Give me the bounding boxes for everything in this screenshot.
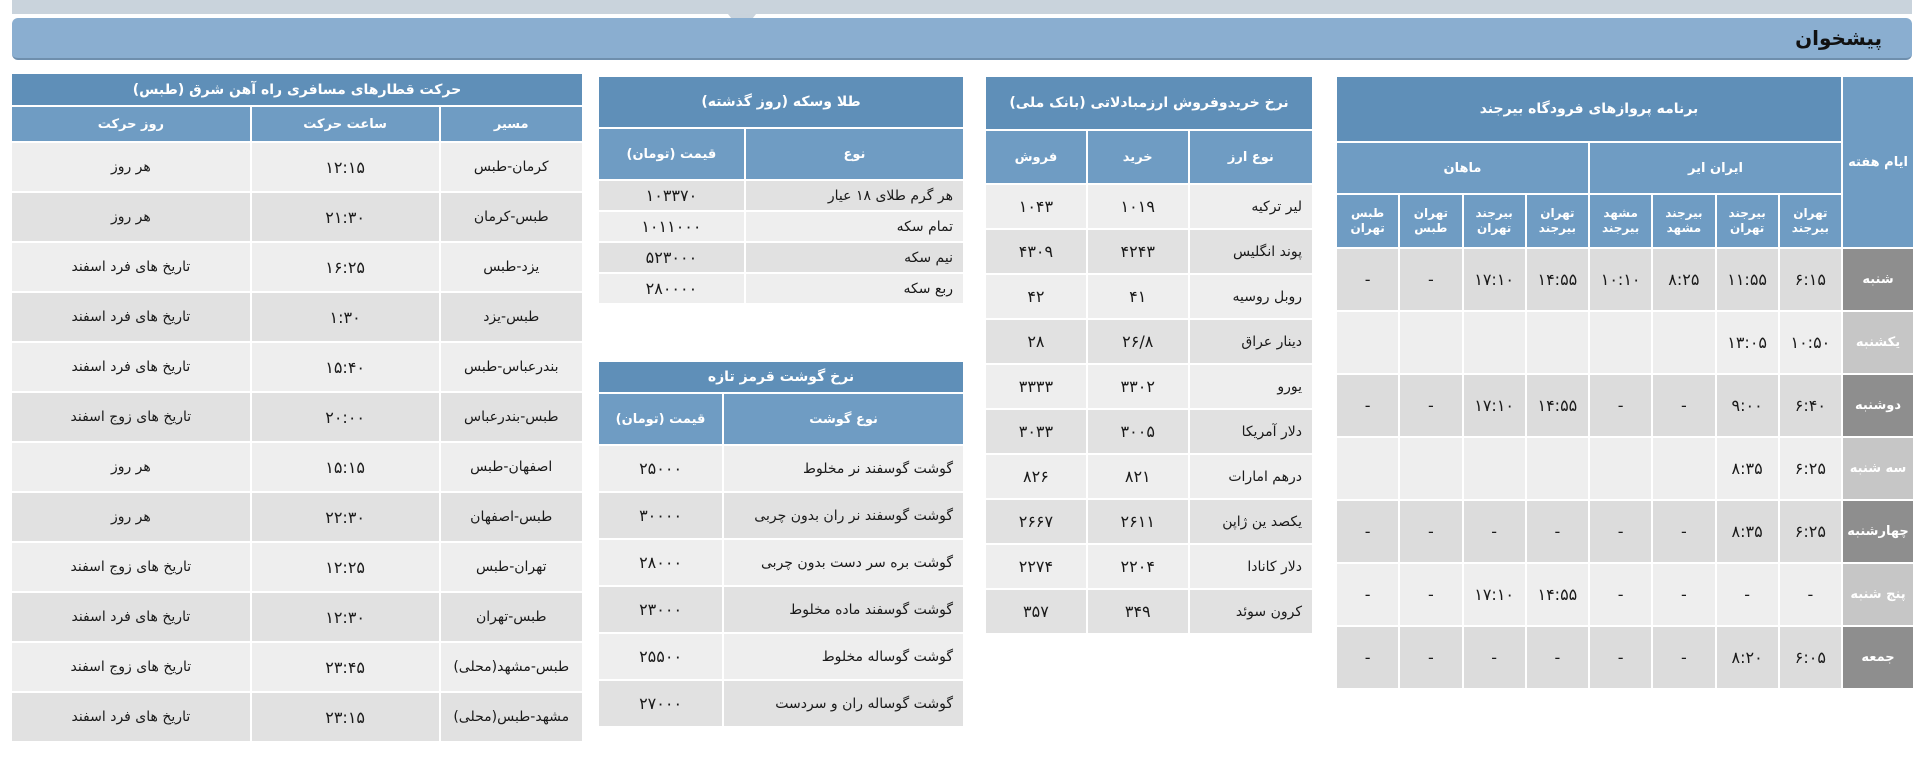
train-day: تاریخ های فرد اسفند bbox=[12, 593, 250, 641]
currency-title: نرخ خریدوفروش ارزمبادلاتی (بانک ملی) bbox=[986, 77, 1312, 129]
train-row bbox=[12, 493, 582, 541]
day-column-header: ایام هفته bbox=[1843, 77, 1913, 247]
gold-header: نوع bbox=[746, 129, 963, 179]
route-header: بیرجند تهران bbox=[1464, 195, 1525, 247]
train-time: ۲۰:۰۰ bbox=[252, 393, 439, 441]
train-time: ۲۳:۴۵ bbox=[252, 643, 439, 691]
flight-time bbox=[1464, 438, 1525, 499]
flight-time bbox=[1590, 312, 1651, 373]
train-day: تاریخ های زوج اسفند bbox=[12, 643, 250, 691]
flight-time: - bbox=[1653, 564, 1714, 625]
flight-time: ۱۷:۱۰ bbox=[1464, 564, 1525, 625]
gold-row bbox=[599, 181, 963, 210]
flight-row bbox=[1337, 312, 1913, 373]
train-row bbox=[12, 443, 582, 491]
currency-row bbox=[986, 590, 1312, 633]
flight-time: - bbox=[1337, 627, 1398, 688]
gold-type: هر گرم طلای ۱۸ عیار bbox=[746, 181, 963, 210]
meat-row bbox=[599, 634, 963, 679]
currency-sell: ۳۳۳۳ bbox=[986, 365, 1086, 408]
gold-price: ۱۰۱۱۰۰۰ bbox=[599, 212, 744, 241]
gold-price: ۵۲۳۰۰۰ bbox=[599, 243, 744, 272]
train-time: ۲۲:۳۰ bbox=[252, 493, 439, 541]
flight-time: - bbox=[1337, 501, 1398, 562]
train-row bbox=[12, 293, 582, 341]
meat-row bbox=[599, 540, 963, 585]
flight-time: - bbox=[1337, 249, 1398, 310]
gold-type: تمام سکه bbox=[746, 212, 963, 241]
flight-time: ۱۳:۰۵ bbox=[1717, 312, 1778, 373]
currency-name: دلار کانادا bbox=[1190, 545, 1312, 588]
train-route: طبس-یزد bbox=[441, 293, 583, 341]
route-header: بیرجند تهران bbox=[1717, 195, 1778, 247]
train-day: هر روز bbox=[12, 143, 250, 191]
meat-panel bbox=[597, 360, 965, 728]
trains-panel bbox=[10, 72, 584, 743]
trains-table bbox=[10, 72, 584, 743]
currency-sell: ۲۸ bbox=[986, 320, 1086, 363]
train-time: ۱۵:۱۵ bbox=[252, 443, 439, 491]
train-row bbox=[12, 593, 582, 641]
meat-type: گوشت گوساله مخلوط bbox=[724, 634, 963, 679]
train-row bbox=[12, 643, 582, 691]
currency-sell: ۳۵۷ bbox=[986, 590, 1086, 633]
flight-time: - bbox=[1464, 627, 1525, 688]
day-label: یکشنبه bbox=[1843, 312, 1913, 373]
flight-row bbox=[1337, 501, 1913, 562]
airline-iranair: ایران ایر bbox=[1590, 143, 1841, 193]
flight-time: ۸:۲۵ bbox=[1653, 249, 1714, 310]
flight-row bbox=[1337, 438, 1913, 499]
meat-type: گوشت گوسفند نر ران بدون چربی bbox=[724, 493, 963, 538]
currency-buy: ۲۲۰۴ bbox=[1088, 545, 1188, 588]
flight-time: - bbox=[1464, 501, 1525, 562]
day-label: سه شنبه bbox=[1843, 438, 1913, 499]
flight-time: ۸:۳۵ bbox=[1717, 438, 1778, 499]
flight-time: ۶:۱۵ bbox=[1780, 249, 1841, 310]
meat-price: ۲۵۵۰۰ bbox=[599, 634, 722, 679]
currency-name: دینار عراق bbox=[1190, 320, 1312, 363]
flight-time: ۱۱:۵۵ bbox=[1717, 249, 1778, 310]
currency-row bbox=[986, 410, 1312, 453]
trains-title: حرکت قطارهای مسافری راه آهن شرق (طبس) bbox=[12, 74, 582, 105]
flight-time: - bbox=[1653, 501, 1714, 562]
train-day: هر روز bbox=[12, 193, 250, 241]
currency-name: روبل روسیه bbox=[1190, 275, 1312, 318]
train-day: تاریخ های فرد اسفند bbox=[12, 343, 250, 391]
currency-sell: ۸۲۶ bbox=[986, 455, 1086, 498]
gold-row bbox=[599, 212, 963, 241]
currency-sell: ۲۲۷۴ bbox=[986, 545, 1086, 588]
train-day: تاریخ های زوج اسفند bbox=[12, 393, 250, 441]
train-route: یزد-طبس bbox=[441, 243, 583, 291]
route-header: مشهد بیرجند bbox=[1590, 195, 1651, 247]
gold-price: ۱۰۳۳۷۰ bbox=[599, 181, 744, 210]
train-day: تاریخ های فرد اسفند bbox=[12, 293, 250, 341]
currency-row bbox=[986, 185, 1312, 228]
flight-time: - bbox=[1590, 627, 1651, 688]
currency-buy: ۸۲۱ bbox=[1088, 455, 1188, 498]
flight-time: - bbox=[1337, 375, 1398, 436]
trains-header: مسیر bbox=[441, 107, 583, 141]
flight-time: - bbox=[1590, 501, 1651, 562]
train-time: ۱۶:۲۵ bbox=[252, 243, 439, 291]
train-time: ۱۲:۲۵ bbox=[252, 543, 439, 591]
flight-time: ۶:۰۵ bbox=[1780, 627, 1841, 688]
currency-buy: ۳۴۹ bbox=[1088, 590, 1188, 633]
flight-time: ۶:۲۵ bbox=[1780, 438, 1841, 499]
train-day: هر روز bbox=[12, 493, 250, 541]
meat-table bbox=[597, 360, 965, 728]
flight-time bbox=[1400, 438, 1461, 499]
flight-time bbox=[1464, 312, 1525, 373]
day-label: جمعه bbox=[1843, 627, 1913, 688]
airline-mahan: ماهان bbox=[1337, 143, 1588, 193]
train-route: طبس-مشهد(محلی) bbox=[441, 643, 583, 691]
currency-row bbox=[986, 230, 1312, 273]
meat-header: نوع گوشت bbox=[724, 394, 963, 444]
currency-row bbox=[986, 545, 1312, 588]
meat-price: ۲۳۰۰۰ bbox=[599, 587, 722, 632]
gold-header: قیمت (تومان) bbox=[599, 129, 744, 179]
flight-time bbox=[1653, 312, 1714, 373]
currency-row bbox=[986, 455, 1312, 498]
day-label: دوشنبه bbox=[1843, 375, 1913, 436]
flight-time: ۱۰:۱۰ bbox=[1590, 249, 1651, 310]
currency-buy: ۳۰۰۵ bbox=[1088, 410, 1188, 453]
flight-time bbox=[1527, 438, 1588, 499]
flight-time bbox=[1400, 312, 1461, 373]
flight-time: ۶:۲۵ bbox=[1780, 501, 1841, 562]
flight-time: - bbox=[1780, 564, 1841, 625]
train-day: تاریخ های فرد اسفند bbox=[12, 693, 250, 741]
meat-row bbox=[599, 493, 963, 538]
gold-type: نیم سکه bbox=[746, 243, 963, 272]
meat-price: ۲۷۰۰۰ bbox=[599, 681, 722, 726]
flight-time: ۱۷:۱۰ bbox=[1464, 375, 1525, 436]
train-route: مشهد-طبس(محلی) bbox=[441, 693, 583, 741]
flights-title: برنامه پروازهای فرودگاه بیرجند bbox=[1337, 77, 1841, 141]
currency-buy: ۴۱ bbox=[1088, 275, 1188, 318]
train-row bbox=[12, 243, 582, 291]
flight-time: ۱۴:۵۵ bbox=[1527, 249, 1588, 310]
flight-time: - bbox=[1400, 375, 1461, 436]
gold-title: طلا وسکه (روز گذشته) bbox=[599, 77, 963, 127]
flight-time: - bbox=[1590, 375, 1651, 436]
flight-time: ۱۴:۵۵ bbox=[1527, 375, 1588, 436]
currency-row bbox=[986, 320, 1312, 363]
train-route: بندرعباس-طبس bbox=[441, 343, 583, 391]
currency-name: درهم امارات bbox=[1190, 455, 1312, 498]
currency-buy: ۲۶/۸ bbox=[1088, 320, 1188, 363]
meat-type: گوشت گوسفند نر مخلوط bbox=[724, 446, 963, 491]
flight-time bbox=[1527, 312, 1588, 373]
flight-time bbox=[1653, 438, 1714, 499]
flight-row bbox=[1337, 249, 1913, 310]
meat-row bbox=[599, 587, 963, 632]
train-route: تهران-طبس bbox=[441, 543, 583, 591]
train-route: طبس-کرمان bbox=[441, 193, 583, 241]
flight-time bbox=[1590, 438, 1651, 499]
flight-time: ۹:۰۰ bbox=[1717, 375, 1778, 436]
train-route: طبس-اصفهان bbox=[441, 493, 583, 541]
day-label: چهارشنبه bbox=[1843, 501, 1913, 562]
flight-time: - bbox=[1400, 249, 1461, 310]
flight-time: ۱۰:۵۰ bbox=[1780, 312, 1841, 373]
currency-table bbox=[984, 75, 1314, 635]
meat-title: نرخ گوشت قرمز تازه bbox=[599, 362, 963, 392]
route-header: بیرجند مشهد bbox=[1653, 195, 1714, 247]
currency-header: نوع ارز bbox=[1190, 131, 1312, 183]
currency-buy: ۳۳۰۲ bbox=[1088, 365, 1188, 408]
flight-time: ۱۷:۱۰ bbox=[1464, 249, 1525, 310]
train-time: ۱:۳۰ bbox=[252, 293, 439, 341]
train-route: اصفهان-طبس bbox=[441, 443, 583, 491]
flight-time: ۱۴:۵۵ bbox=[1527, 564, 1588, 625]
day-label: شنبه bbox=[1843, 249, 1913, 310]
flight-time: ۸:۲۰ bbox=[1717, 627, 1778, 688]
meat-type: گوشت گوساله ران و سردست bbox=[724, 681, 963, 726]
currency-sell: ۳۰۳۳ bbox=[986, 410, 1086, 453]
top-border bbox=[12, 0, 1912, 14]
train-time: ۱۵:۴۰ bbox=[252, 343, 439, 391]
flight-time: - bbox=[1653, 627, 1714, 688]
gold-type: ربع سکه bbox=[746, 274, 963, 303]
trains-header: روز حرکت bbox=[12, 107, 250, 141]
currency-name: لیر ترکیه bbox=[1190, 185, 1312, 228]
gold-row bbox=[599, 274, 963, 303]
train-row bbox=[12, 393, 582, 441]
trains-header: ساعت حرکت bbox=[252, 107, 439, 141]
train-route: کرمان-طبس bbox=[441, 143, 583, 191]
train-day: تاریخ های فرد اسفند bbox=[12, 243, 250, 291]
train-time: ۱۲:۳۰ bbox=[252, 593, 439, 641]
currency-name: یکصد ین ژاپن bbox=[1190, 500, 1312, 543]
train-day: هر روز bbox=[12, 443, 250, 491]
meat-row bbox=[599, 681, 963, 726]
route-header: تهران بیرجند bbox=[1527, 195, 1588, 247]
meat-type: گوشت گوسفند ماده مخلوط bbox=[724, 587, 963, 632]
currency-name: پوند انگلیس bbox=[1190, 230, 1312, 273]
currency-header: فروش bbox=[986, 131, 1086, 183]
gold-table bbox=[597, 75, 965, 305]
page-title: پیشخوان bbox=[1795, 26, 1882, 50]
flight-time: - bbox=[1653, 375, 1714, 436]
currency-sell: ۲۶۶۷ bbox=[986, 500, 1086, 543]
currency-row bbox=[986, 365, 1312, 408]
gold-price: ۲۸۰۰۰۰ bbox=[599, 274, 744, 303]
currency-header: خرید bbox=[1088, 131, 1188, 183]
currency-sell: ۴۳۰۹ bbox=[986, 230, 1086, 273]
flight-row bbox=[1337, 564, 1913, 625]
gold-panel bbox=[597, 75, 965, 305]
train-route: طبس-بندرعباس bbox=[441, 393, 583, 441]
train-row bbox=[12, 193, 582, 241]
currency-buy: ۲۶۱۱ bbox=[1088, 500, 1188, 543]
train-row bbox=[12, 343, 582, 391]
meat-price: ۲۵۰۰۰ bbox=[599, 446, 722, 491]
currency-buy: ۴۲۴۳ bbox=[1088, 230, 1188, 273]
meat-row bbox=[599, 446, 963, 491]
train-day: تاریخ های زوج اسفند bbox=[12, 543, 250, 591]
route-header: تهران بیرجند bbox=[1780, 195, 1841, 247]
flight-time: ۸:۳۵ bbox=[1717, 501, 1778, 562]
gold-row bbox=[599, 243, 963, 272]
flight-time: ۶:۴۰ bbox=[1780, 375, 1841, 436]
currency-buy: ۱۰۱۹ bbox=[1088, 185, 1188, 228]
flight-time bbox=[1337, 312, 1398, 373]
flight-time: - bbox=[1527, 501, 1588, 562]
meat-header: قیمت (تومان) bbox=[599, 394, 722, 444]
flight-row bbox=[1337, 375, 1913, 436]
route-header: تهران طبس bbox=[1400, 195, 1461, 247]
train-row bbox=[12, 693, 582, 741]
meat-type: گوشت بره سر دست بدون چربی bbox=[724, 540, 963, 585]
currency-name: کرون سوئد bbox=[1190, 590, 1312, 633]
train-route: طبس-تهران bbox=[441, 593, 583, 641]
meat-price: ۳۰۰۰۰ bbox=[599, 493, 722, 538]
day-label: پنج شنبه bbox=[1843, 564, 1913, 625]
flight-time: - bbox=[1400, 564, 1461, 625]
currency-sell: ۴۲ bbox=[986, 275, 1086, 318]
meat-price: ۲۸۰۰۰ bbox=[599, 540, 722, 585]
train-row bbox=[12, 143, 582, 191]
flight-row bbox=[1337, 627, 1913, 688]
flights-panel bbox=[1335, 75, 1915, 690]
currency-row bbox=[986, 500, 1312, 543]
currency-name: یورو bbox=[1190, 365, 1312, 408]
header-bar bbox=[12, 18, 1912, 60]
flight-time: - bbox=[1337, 564, 1398, 625]
train-time: ۲۱:۳۰ bbox=[252, 193, 439, 241]
flight-time: - bbox=[1400, 627, 1461, 688]
train-time: ۲۳:۱۵ bbox=[252, 693, 439, 741]
currency-name: دلار آمریکا bbox=[1190, 410, 1312, 453]
flight-time: - bbox=[1590, 564, 1651, 625]
currency-panel bbox=[984, 75, 1314, 635]
train-row bbox=[12, 543, 582, 591]
currency-sell: ۱۰۴۳ bbox=[986, 185, 1086, 228]
flight-time: - bbox=[1400, 501, 1461, 562]
flight-time bbox=[1337, 438, 1398, 499]
currency-row bbox=[986, 275, 1312, 318]
route-header: طبس تهران bbox=[1337, 195, 1398, 247]
flights-table bbox=[1335, 75, 1915, 690]
flight-time: - bbox=[1717, 564, 1778, 625]
train-time: ۱۲:۱۵ bbox=[252, 143, 439, 191]
flight-time: - bbox=[1527, 627, 1588, 688]
